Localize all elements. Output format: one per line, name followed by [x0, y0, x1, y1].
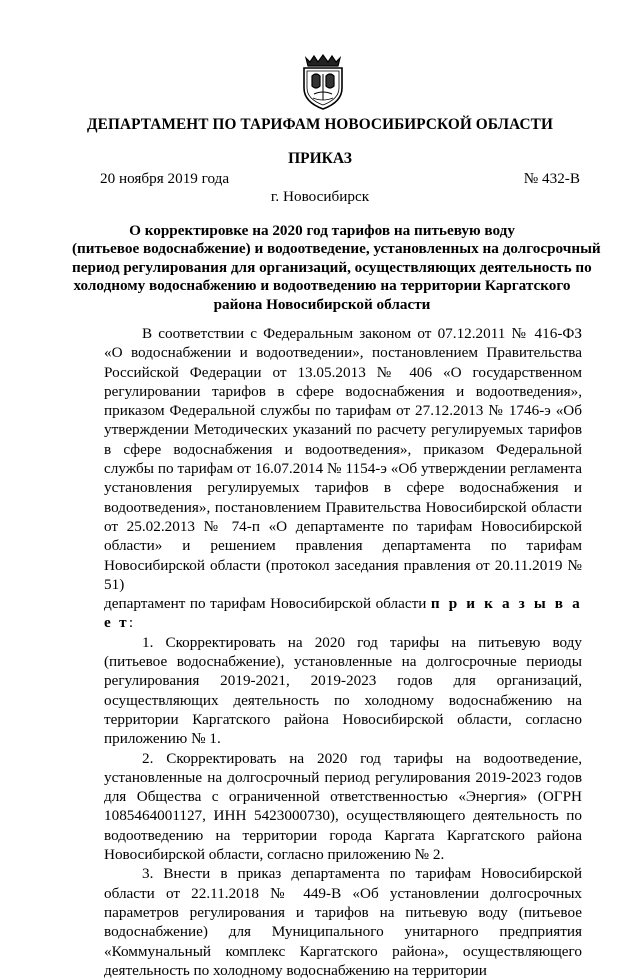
- item-2-paragraph: 2. Скорректировать на 2020 год тарифы на водоотведение, установленные на долгосрочный период регулирования 2019-2023 годов для Общества с ограниченной ответственностью «Энергия» (ОГРН 1085464001127, ИНН 5423000730), осуществляющего деятельность по водоотведению на территории города Каргата Каргатского района Новосибирской области, согласно приложению № 2.: [104, 749, 582, 864]
- orders-line: [104, 594, 582, 633]
- title-line: период регулирования для организаций, осуществляющих деятельность по: [72, 258, 592, 276]
- title-line: (питьевое водоснабжение) и водоотведение, установленных на долгосрочный: [72, 240, 601, 258]
- order-number: № 432-В: [523, 170, 580, 187]
- orders-suffix: :: [128, 614, 134, 632]
- orders-word: п р и к а з ы в а е т: [104, 595, 582, 632]
- department-name: ДЕПАРТАМЕНТ ПО ТАРИФАМ НОВОСИБИРСКОЙ ОБЛАСТИ: [87, 116, 553, 133]
- order-body: [104, 324, 582, 980]
- title-line: района Новосибирской области: [213, 295, 431, 313]
- preamble-paragraph: В соответствии с Федеральным законом от 07.12.2011 № 416-ФЗ «О водоснабжении и водоотведении», постановлением Правительства Российской Федерации от 13.05.2013 № 406 «О государственном регулировании тарифов в сфере водоснабжения и водоотведения», приказом Федеральной службы по тарифам от 27.12.2013 № 1746-э «Об утверждении Методических указаний по расчету регулируемых тарифов в сфере водоснабжения и водоотведения», приказом Федеральной службы по тарифам от 16.07.2014 № 1154-э «Об утверждении регламента установления регулируемых тарифов в сфере водоснабжения и водоотведения», постановлением Правительства Новосибирской области от 25.02.2013 № 74-п «О департаменте по тарифам Новосибирской области» и решением правления департамента по тарифам Новосибирской области (протокол заседания правления от 20.11.2019 № 51): [104, 325, 582, 593]
- orders-prefix: департамент по тарифам Новосибирской области: [104, 595, 427, 613]
- order-city: г. Новосибирск: [270, 188, 370, 205]
- title-line: холодному водоснабжению и водоотведению на территории Каргатского: [73, 277, 571, 295]
- order-date: 20 ноября 2019 года: [100, 170, 230, 187]
- item-3-paragraph: 3. Внести в приказ департамента по тарифам Новосибирской области от 22.11.2018 № 449-В «Об установлении долгосрочных параметров регулирования и тарифов на питьевую воду (питьевое водоснабжение) для Муниципального унитарного предприятия «Коммунальный комплекс Каргатского района», осуществляющего деятельность по холодному водоснабжению на территории: [104, 865, 582, 979]
- coat-of-arms-icon: [298, 52, 348, 112]
- title-line: О корректировке на 2020 год тарифов на питьевую воду: [129, 222, 515, 239]
- item-1-paragraph: 1. Скорректировать на 2020 год тарифы на питьевую воду (питьевое водоснабжение), установленные на долгосрочные периоды регулирования 2019-2021, 2019-2023 годов для организаций, осуществляющих деятельность по холодному водоснабжению на территории Каргатского района Новосибирской области, согласно приложению № 1.: [104, 633, 582, 748]
- document-type: ПРИКАЗ: [288, 150, 352, 167]
- order-title: [72, 222, 601, 314]
